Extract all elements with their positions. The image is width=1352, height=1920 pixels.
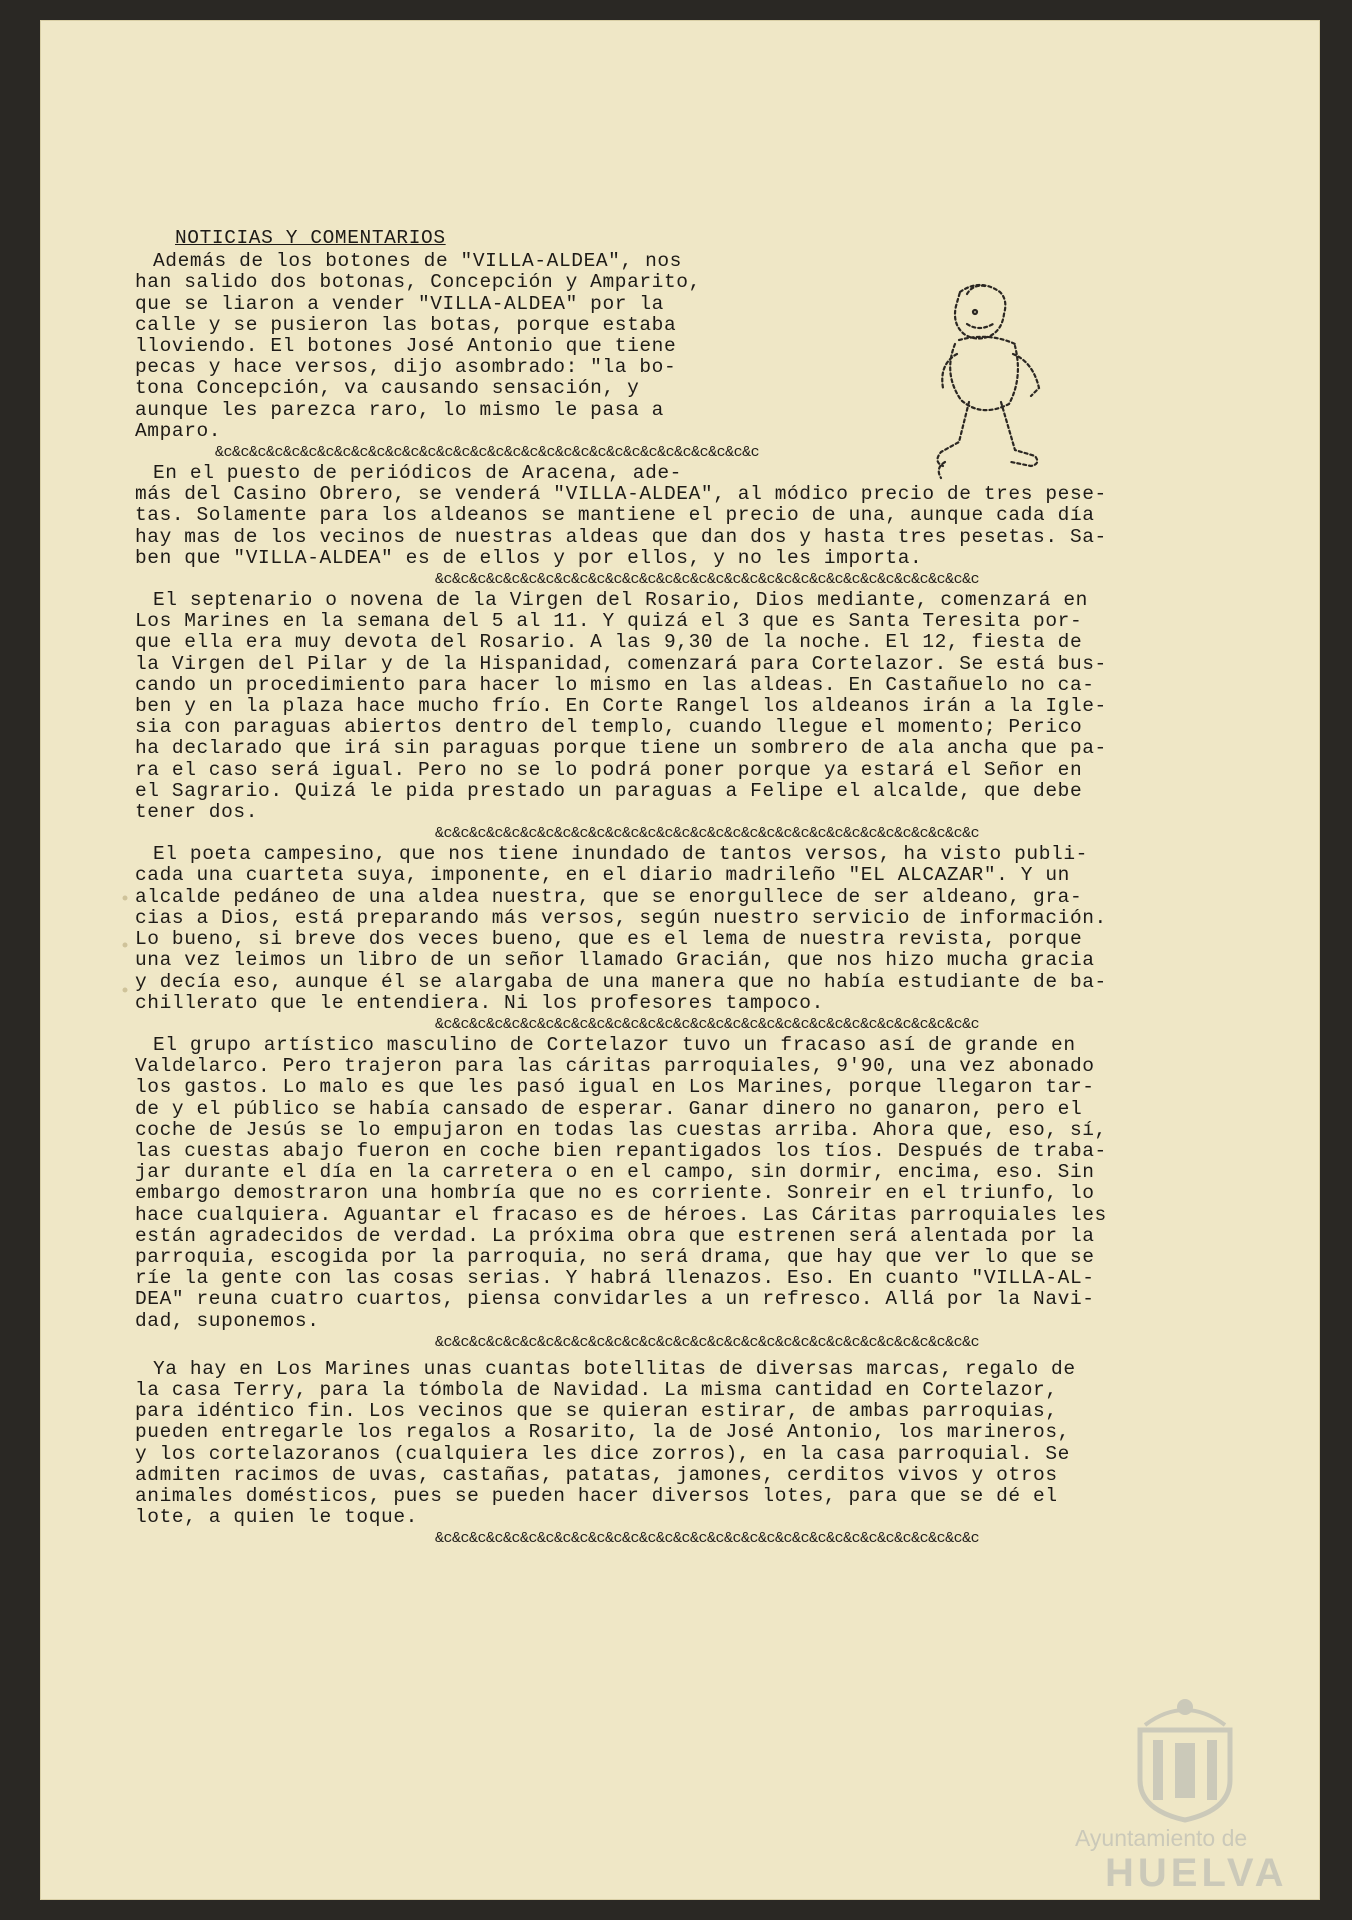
separator: &c&c&c&c&c&c&c&c&c&c&c&c&c&c&c&c&c&c&c&c&c&c&c&c&c&c&c&c&c&c&c&c	[215, 444, 760, 462]
text-line: tas. Solamente para los aldeanos se mantiene el precio de una, aunque cada día	[135, 504, 1095, 527]
page-title: NOTICIAS Y COMENTARIOS	[175, 227, 446, 249]
text-line: El septenario o novena de la Virgen del Rosario, Dios mediante, comenzará en	[153, 589, 1088, 612]
text-line: dad, suponemos.	[135, 1309, 320, 1332]
text-line: que se liaron a vender "VILLA-ALDEA" por la	[135, 292, 664, 315]
paragraph-6	[135, 1359, 1305, 1529]
text-line: alcalde pedáneo de una aldea nuestra, que se enorgullece de ser aldeano, gra-	[135, 885, 1083, 908]
text-line: una vez leimos un libro de un señor llamado Gracián, que nos hizo mucha gracia	[135, 949, 1095, 972]
crest-icon	[1125, 1695, 1245, 1825]
text-line: pecas y hace versos, dijo asombrado: "la bo-	[135, 356, 677, 379]
text-line: animales domésticos, pues se pueden hacer diversos lotes, para que se dé el	[135, 1484, 1058, 1507]
text-line: tener dos.	[135, 801, 259, 824]
text-line: cias a Dios, está preparando más versos, según nuestro servicio de información.	[135, 906, 1107, 929]
text-line: pueden entregarle los regalos a Rosarito, la de José Antonio, los marineros,	[135, 1421, 1070, 1444]
watermark-city-line: Ayuntamiento de	[1075, 1825, 1248, 1851]
separator: &c&c&c&c&c&c&c&c&c&c&c&c&c&c&c&c&c&c&c&c&c&c&c&c&c&c&c&c&c&c&c&c	[435, 1530, 980, 1548]
text-line: la Virgen del Pilar y de la Hispanidad, comenzará para Cortelazor. Se está bus-	[135, 652, 1107, 675]
paragraph-3	[135, 590, 1305, 823]
text-line: cando un procedimiento para hacer lo mismo en las aldeas. En Castañuelo no ca-	[135, 673, 1095, 696]
text-line: ben que "VILLA-ALDEA" es de ellos y por ellos, y no les importa.	[135, 546, 923, 569]
text-line: Lo bueno, si breve dos veces bueno, que es el lema de nuestra revista, porque	[135, 928, 1083, 951]
paragraph-1	[135, 251, 1305, 442]
text-line: Los Marines en la semana del 5 al 11. Y quizá el 3 que es Santa Teresita por-	[135, 610, 1083, 633]
text-line: El grupo artístico masculino de Cortelazor tuvo un fracaso así de grande en	[153, 1033, 1076, 1056]
text-line: lloviendo. El botones José Antonio que tiene	[135, 335, 677, 358]
text-line: y decía eso, aunque él se alargaba de una manera que no había estudiante de ba-	[135, 970, 1107, 993]
cartoon-figure-illustration	[905, 270, 1055, 500]
separator: &c&c&c&c&c&c&c&c&c&c&c&c&c&c&c&c&c&c&c&c&c&c&c&c&c&c&c&c&c&c&c&c	[435, 571, 980, 589]
paragraph-2	[135, 463, 1305, 569]
text-line: que ella era muy devota del Rosario. A las 9,30 de la noche. El 12, fiesta de	[135, 631, 1083, 654]
punch-holes	[120, 890, 130, 1000]
text-line: ra el caso será igual. Pero no se lo podrá poner porque ya estará el Señor en	[135, 758, 1083, 781]
text-line: ríe la gente con las cosas serias. Y habrá llenazos. Eso. En cuanto "VILLA-AL-	[135, 1267, 1095, 1290]
text-line: aunque les parezca raro, lo mismo le pasa a	[135, 398, 664, 421]
watermark-huelva: HUELVA	[1105, 1851, 1288, 1895]
text-line: admiten racimos de uvas, castañas, patatas, jamones, cerditos vivos y otros	[135, 1463, 1058, 1486]
text-line: hace cualquiera. Aguantar el fracaso es de héroes. Las Cáritas parroquiales les	[135, 1203, 1107, 1226]
text-line: Valdelarco. Pero trajeron para las cáritas parroquiales, 9'90, una vez abonado	[135, 1055, 1095, 1078]
text-line: Amparo.	[135, 419, 222, 442]
text-line: los gastos. Lo malo es que les pasó igual en Los Marines, porque llegaron tar-	[135, 1076, 1095, 1099]
text-line: calle y se pusieron las botas, porque estaba	[135, 313, 677, 336]
text-line: Ya hay en Los Marines unas cuantas botellitas de diversas marcas, regalo de	[153, 1357, 1076, 1380]
text-line: hay mas de los vecinos de nuestras aldeas que dan dos y hasta tres pesetas. Sa-	[135, 525, 1107, 548]
text-line: DEA" reuna cuatro cuartos, piensa convidarles a un refresco. Allá por la Navi-	[135, 1288, 1095, 1311]
text-line: jar durante el día en la carretera o en el campo, sin dormir, encima, eso. Sin	[135, 1161, 1095, 1184]
paragraph-4	[135, 844, 1305, 1014]
text-line: parroquia, escogida por la parroquia, no será drama, que hay que ver lo que se	[135, 1245, 1095, 1268]
text-line: más del Casino Obrero, se venderá "VILLA-ALDEA", al módico precio de tres pese-	[135, 483, 1107, 506]
text-line: tona Concepción, va causando sensación, y	[135, 377, 640, 400]
text-line: las cuestas abajo fueron en coche bien repantigados los tíos. Después de traba-	[135, 1139, 1107, 1162]
text-line: la casa Terry, para la tómbola de Navidad. La misma cantidad en Cortelazor,	[135, 1378, 1058, 1401]
text-line: cada una cuarteta suya, imponente, en el diario madrileño "EL ALCAZAR". Y un	[135, 864, 1070, 887]
ayuntamiento-huelva-watermark	[1075, 1705, 1288, 1895]
text-line: ben y en la plaza hace mucho frío. En Corte Rangel los aldeanos irán a la Igle-	[135, 695, 1107, 718]
separator: &c&c&c&c&c&c&c&c&c&c&c&c&c&c&c&c&c&c&c&c&c&c&c&c&c&c&c&c&c&c&c&c	[435, 1333, 980, 1351]
text-line: En el puesto de periódicos de Aracena, ade-	[153, 462, 682, 485]
separator: &c&c&c&c&c&c&c&c&c&c&c&c&c&c&c&c&c&c&c&c&c&c&c&c&c&c&c&c&c&c&c&c	[435, 825, 980, 843]
text-line: y los cortelazoranos (cualquiera les dice zorros), en la casa parroquial. Se	[135, 1442, 1070, 1465]
text-line: sia con paraguas abiertos dentro del templo, cuando llegue el momento; Perico	[135, 716, 1083, 739]
text-line: para idéntico fin. Los vecinos que se quieran estirar, de ambas parroquias,	[135, 1400, 1058, 1423]
document-body	[135, 228, 1305, 1549]
text-line: de y el público se había cansado de esperar. Ganar dinero no ganaron, pero el	[135, 1097, 1083, 1120]
text-line: ha declarado que irá sin paraguas porque tiene un sombrero de ala ancha que pa-	[135, 737, 1107, 760]
paragraph-5	[135, 1035, 1305, 1332]
text-line: el Sagrario. Quizá le pida prestado un paraguas a Felipe el alcalde, que debe	[135, 779, 1083, 802]
text-line: El poeta campesino, que nos tiene inundado de tantos versos, ha visto publi-	[153, 843, 1088, 866]
text-line: lote, a quien le toque.	[135, 1506, 418, 1529]
text-line: Además de los botones de "VILLA-ALDEA", nos	[153, 250, 682, 273]
text-line: han salido dos botonas, Concepción y Amparito,	[135, 271, 701, 294]
text-line: coche de Jesús se lo empujaron en todas las cuestas arriba. Ahora que, eso, sí,	[135, 1118, 1107, 1141]
separator: &c&c&c&c&c&c&c&c&c&c&c&c&c&c&c&c&c&c&c&c&c&c&c&c&c&c&c&c&c&c&c&c	[435, 1015, 980, 1033]
text-line: chillerato que le entendiera. Ni los profesores tampoco.	[135, 991, 824, 1014]
text-line: están agradecidos de verdad. La próxima obra que estrenen será alentada por la	[135, 1224, 1095, 1247]
text-line: embargo demostraron una hombría que no es corriente. Sonreir en el triunfo, lo	[135, 1182, 1095, 1205]
